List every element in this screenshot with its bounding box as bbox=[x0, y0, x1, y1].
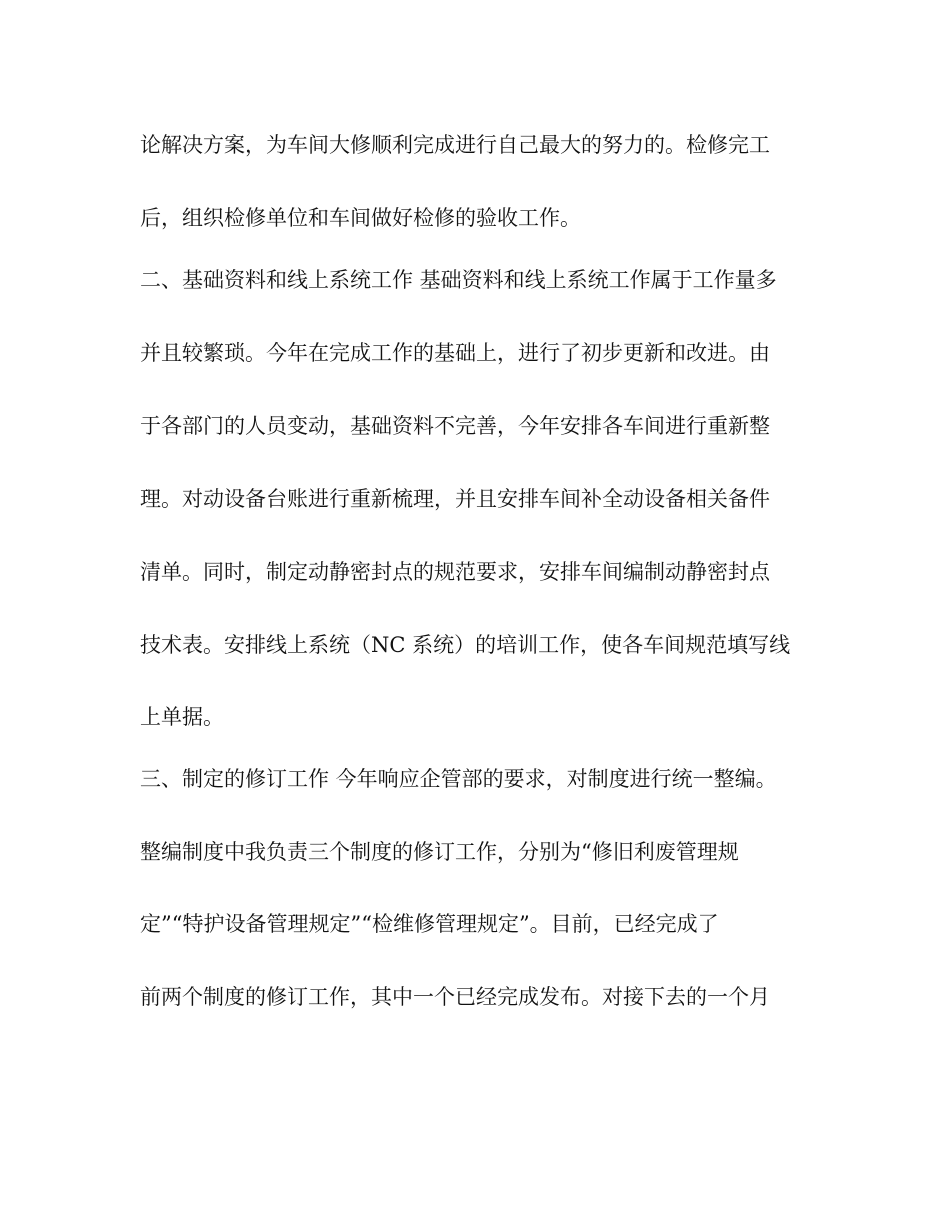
paragraph-line: 后，组织检修单位和车间做好检修的验收工作。 bbox=[140, 206, 581, 230]
paragraph-line: 论解决方案，为车间大修顺利完成进行自己最大的努力的。检修完工 bbox=[140, 133, 770, 157]
section-heading-line: 三、制定的修订工作 今年响应企管部的要求，对制度进行统一整编。 bbox=[140, 767, 777, 791]
paragraph-line: 并且较繁琐。今年在完成工作的基础上，进行了初步更新和改进。由 bbox=[140, 341, 770, 365]
paragraph-line: 上单据。 bbox=[140, 705, 224, 729]
section-heading-line: 二、基础资料和线上系统工作 基础资料和线上系统工作属于工作量多 bbox=[140, 268, 777, 292]
paragraph-line: 清单。同时，制定动静密封点的规范要求，安排车间编制动静密封点 bbox=[140, 560, 770, 584]
paragraph-line: 定”“特护设备管理规定”“检维修管理规定”。目前，已经完成了 bbox=[140, 912, 719, 936]
paragraph-line: 整编制度中我负责三个制度的修订工作，分别为“修旧利废管理规 bbox=[140, 840, 739, 864]
paragraph-line: 理。对动设备台账进行重新梳理，并且安排车间补全动设备相关备件 bbox=[140, 487, 770, 511]
paragraph-line: 前两个制度的修订工作，其中一个已经完成发布。对接下去的一个月 bbox=[140, 985, 770, 1009]
paragraph-line: 技术表。安排线上系统（NC 系统）的培训工作，使各车间规范填写线 bbox=[140, 633, 791, 657]
paragraph-line: 于各部门的人员变动，基础资料不完善，今年安排各车间进行重新整 bbox=[140, 414, 770, 438]
